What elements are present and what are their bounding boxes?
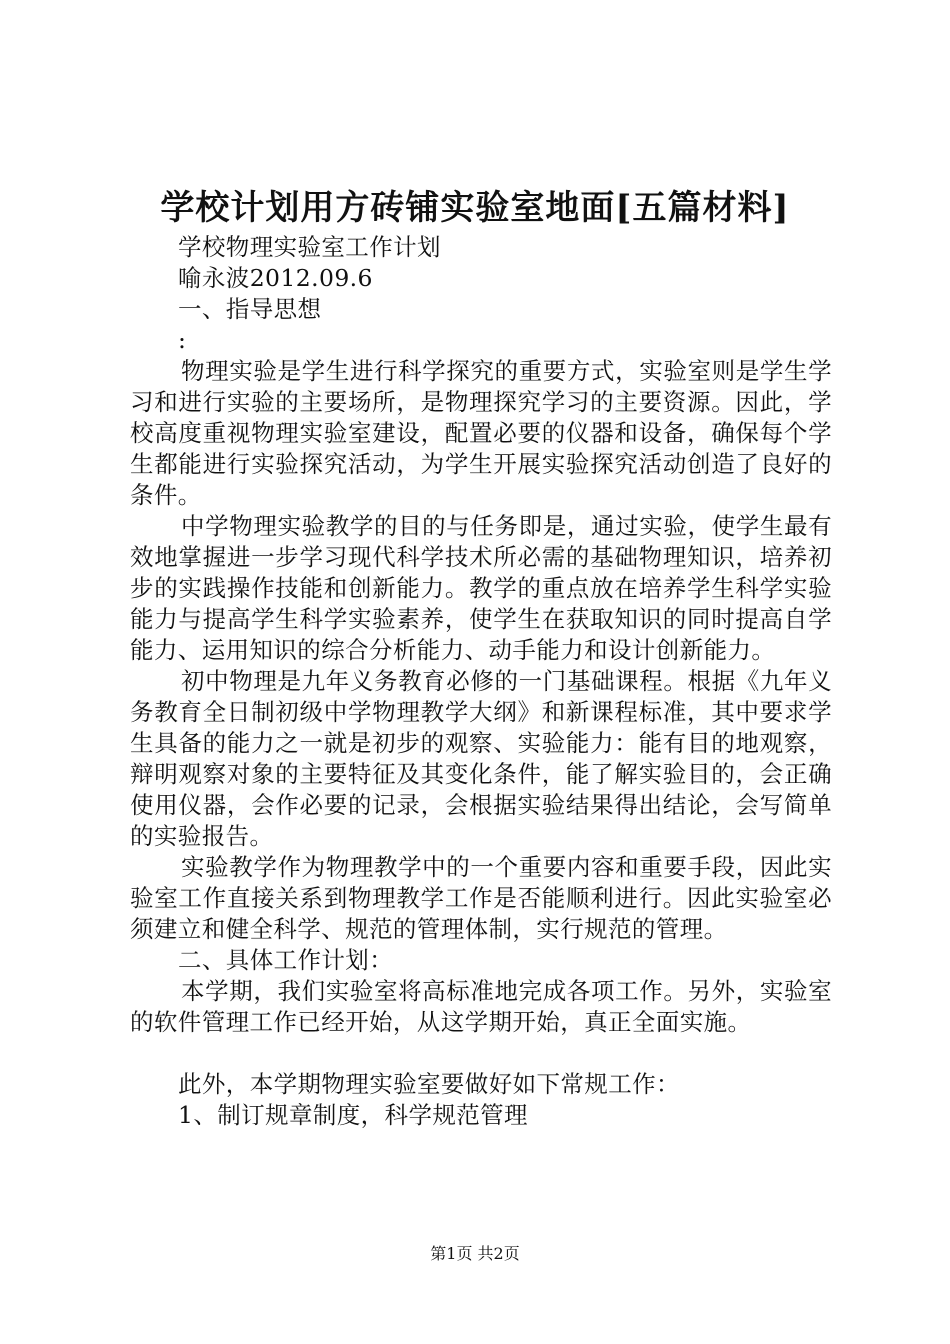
list-item-1: 1、制订规章制度，科学规范管理	[178, 1101, 528, 1129]
author-date-line: 喻永波2012.09.6	[178, 264, 373, 292]
paragraph-1: 物理实验是学生进行科学探究的重要方式，实验室则是学生学习和进行实验的主要场所，是物理探究学习的主要资源。因此，学校高度重视物理实验室建设，配置必要的仪器和设备，确保每个学生都能进行实验探究活动，为学生开展实验探究活动创造了良好的条件。	[130, 357, 832, 509]
document-body	[130, 232, 832, 1131]
section-heading-1: 一、指导思想	[178, 295, 322, 323]
paragraph-3: 初中物理是九年义务教育必修的一门基础课程。根据《九年义务教育全日制初级中学物理教学大纲》和新课程标准，其中要求学生具备的能力之一就是初步的观察、实验能力：能有目的地观察，辩明观察对象的主要特征及其变化条件，能了解实验目的，会正确使用仪器，会作必要的记录，会根据实验结果得出结论，会写简单的实验报告。	[130, 667, 832, 850]
colon-line: :	[178, 326, 187, 354]
subtitle-line: 学校物理实验室工作计划	[178, 233, 441, 261]
paragraph-2: 中学物理实验教学的目的与任务即是，通过实验，使学生最有效地掌握进一步学习现代科学技术所必需的基础物理知识，培养初步的实践操作技能和创新能力。教学的重点放在培养学生科学实验能力与提高学生科学实验素养，使学生在获取知识的同时提高自学能力、运用知识的综合分析能力、动手能力和设计创新能力。	[130, 512, 832, 664]
paragraph-gap	[130, 1038, 832, 1069]
section-heading-2: 二、具体工作计划：	[178, 946, 394, 974]
paragraph-4: 实验教学作为物理教学中的一个重要内容和重要手段，因此实验室工作直接关系到物理教学工作是否能顺利进行。因此实验室必须建立和健全科学、规范的管理体制，实行规范的管理。	[130, 853, 832, 943]
document-title: 学校计划用方砖铺实验室地面[五篇材料]	[160, 188, 790, 228]
paragraph-5: 本学期，我们实验室将高标准地完成各项工作。另外，实验室的软件管理工作已经开始，从这学期开始，真正全面实施。	[130, 977, 832, 1036]
page-footer: 第1页 共2页	[430, 1244, 520, 1263]
extra-line: 此外，本学期物理实验室要做好如下常规工作：	[178, 1070, 680, 1098]
